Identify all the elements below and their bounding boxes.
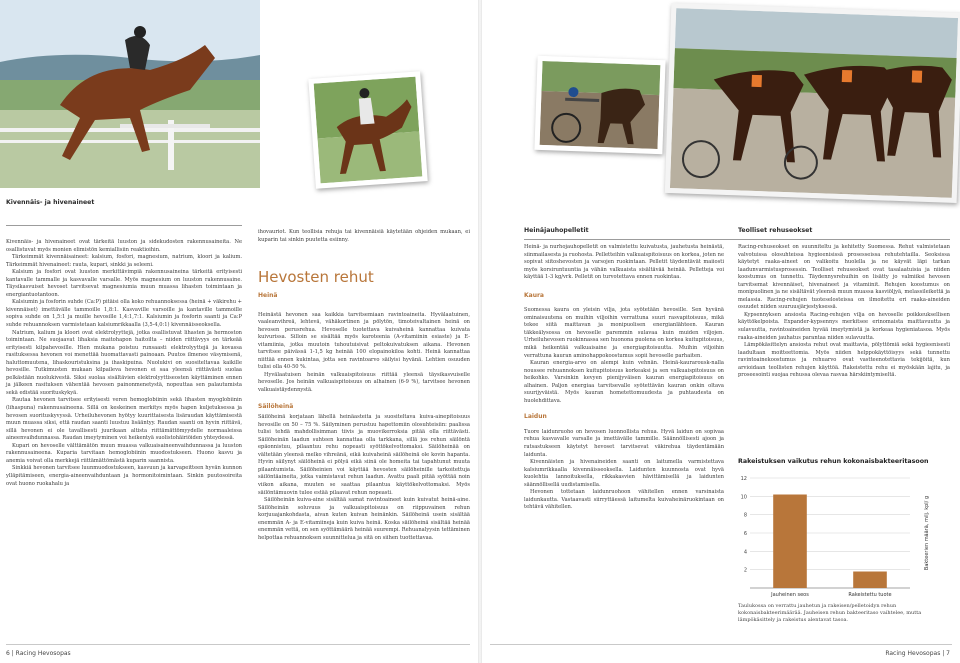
chart-caption: Taulukossa on verrattu jauhetun ja rakeisen/pelletoidyn rehun kokonaisbakteerimäärää. Jauheisen rehun bakteeritaso vaihtelee, mutta lämpökäsittely ja rakeistus alentavat tasoa. <box>738 603 922 624</box>
column-industrial <box>738 244 950 380</box>
hay-pellets-heading: Heinäjauhopelletit <box>524 227 589 234</box>
cart-illustration <box>540 61 661 149</box>
y-tick-label: 12 <box>740 476 747 482</box>
paragraph: Säilöheinän kuiva-aine sisältää samat ravintoaineet kuin kuivatut heinä-aine. Säilöheinän soluvuus ja valkuaispitoisuus on riippuvainen rehun korjuuajankohdasta, aivan kuten kuivan heinänkin. Säilöheinä usein sisältää enemmän A- ja E-vitamiineja kuin kuiva heinä. Koska säilöheinä sisältää heinää enemmän vettä, on sen syöttämäärä heinää suurempi. Rehuanalyysin tettäminen helpottaa rehuannoksen suunnittelua ja sitä on siihen tuottettavaa. <box>258 497 470 541</box>
footer-rule <box>490 644 952 645</box>
photo-harness-race <box>665 3 960 203</box>
column-minerals <box>6 239 242 488</box>
paragraph: Suomessa kaura on yleisin vilja, jota syötetään hevosille. Sen hyvänä ominaisuutena on muihin viljoihin verrattuna suuri rasvapitoisuus, mikä tekee siitä maittavan ja monipuolisen energianlähteen. Kauran täkkeälysossa on hevoselle paremmin sulavaa kuin muiden viljojen. Urheiluhevosen ruokinnassa sen huonona puolena on korkea kuitupitoisuus, mikä heikentää valkuaisaine ja energiapitoisuutta. Muihin viljoihin verrattuna kauran aminohappokoostumus sopii hevoselle parhaiten. <box>524 307 724 359</box>
footer-right: Racing Hevosopas | 7 <box>885 650 950 657</box>
paragraph: Hyvälaatuisen heinän valkuaispitoisuus riittää yleensä täysikasvuiselle hevoselle. Jos heinän valkuaispitoisuus on alhainen (6-9 %), tarvitsee hevonen valkuaistäydennystä. <box>258 371 470 394</box>
bar <box>773 495 807 589</box>
heading-rule <box>6 225 242 226</box>
paragraph: Säilöheinä korjataan lähellä heinäasteita ja suositeltava kuiva-ainepitoisuus hevosille on 50 – 75 %. Säilyminen perustuu hapettomiin olosuhteisiin: paalissa tulisi tehdä mahdollisimman tiivis ja muovikerroksia pitää olla riittävästi. Säilöheinän laadun suhteen kannattaa olla tarkkana, sillä jos rehun säilöntä epäonnistuu, pilaantuu rehu nopeasti syöttökelvottomaksi. Säilöheinää on vältetään yleensä melko vihreänä, eikä kuivaheinä säilöheinä ole kovin hapanta. Hyvin säilynyt säilöheinä ei pölyä eikä siinä ole homeita tai tapahtunut muuta pilaantumista. Säilöheinien voi käyttää hevosten säilöheinille tarkoitettuja säilöntäaineita, jotka vaimistavat rehun laadun. Avattu paali pitää syöttää noin viikon aikana, muuten se saattaa pilaantua käyttökelvottomaksi. Myös säilöntämuovin tulee estää pilaavat rehun nopeasti. <box>258 414 470 496</box>
paragraph: Kivennäisten ja hivenaineiden saanti on laitumella varmistettava kalsiumrikkaalla kivennäisseoksella. Laidunten kuunnosta ovat hyvä kuolehtia lannoituksella, rikkakasvien hävittämisellä ja laidunten säännöllisellä uudistamisella. <box>524 459 724 488</box>
photo-show-jumping <box>0 0 260 188</box>
paragraph: Kalsium ja fosfori ovat luuston merkittävimpiä rakennusaineina tärkeitä erityisesti kantavalle tammalle ja kasvavalle varsalle. Myös magnesium on luuston rakennusaine. Täysikasvuiset hevoset tarvitsevat magnesiumia muun muassa lihasten toimintaan ja energiantuotantoon. <box>6 269 242 298</box>
paragraph: ihovauriot. Kun teollisia rehuja tai kivennäisiä käytetään ohjeiden mukaan, ei kuparin tai sinkin puutetta esiinny. <box>258 229 470 243</box>
paragraph: Heinä- ja nurhojauhopelletit on valmistettu kuivatusta, jauhetusta heinästä, siinmailasesta ja ruohosta. Pelletteihin valkuaispitoisuus on korkea, joten ne sopivat siitoshevosten ja varsojen ruokintaan. Pelletit täydentävät maiiosti myös korsiruntuuntia ja vähän valkuaista sisältävää heinää. Pelletteja voi käyttää 1-3 kg/vrk. Pelletit on turvotettava ennen ruokintaa. <box>524 244 724 281</box>
y-tick-label: 8 <box>743 512 747 519</box>
industrial-feeds-heading: Teolliset rehuseokset <box>738 227 813 234</box>
y-axis-label: Bakteerien määrä, milj. kpl/ g <box>924 495 930 571</box>
chart-title: Rakeistuksen vaikutus rehun kokonaisbakteeritasoon <box>738 458 929 465</box>
paragraph: Kupari on hevoselle välttämätön muun muassa valkuaisaineenvaihdunnassa ja luuston rakennusaineena. Kuparia tarvitaan hemoglobiinin muodostukseen. Huono kasvu ja anemia voivat olla merkkejä riittämättömästä kuparin saannista. <box>6 442 242 464</box>
rider-illustration <box>314 77 423 184</box>
paragraph: Heinästä hevonen saa kaikkia tarvitsemiaan ravintoaineita. Hyvälaatuinen, vaaleanvihreä, lehtevä, vähäkortinen ja pölytön, timoteivaltainen heinä on hevosen perusrehua. Hevoselle tuotettava kuivaheinä kannattaa kuivata kuivurissa. Silloin se sisältää myös karoteenia (A-vitamiinin esiaste) ja E-vitamiinia, jotka muutoin tuhoutuisivat peltokuivatuksen aikana. Hevonen tarvitsee päivässä 1-1,5 kg heinää 100 elopainokiloa kohti. Heinä kannattaa niittää ennen kukintaa, jotta sen ravintoarvo säilyisi hyvänä. Lehtien osuuden tulisi olla 40-50 %. <box>258 311 470 371</box>
photo-rider <box>308 71 427 189</box>
paragraph: Kauran energia-arvo on alempi kuin vehnän. Heinä-kaurarousk-nalla noussee rehuannoksen kuitupitoisuus korkeaksi ja sen valkuaispitoisuus on heikohko. Varsinkin kevyen pienijyväisen kauran energiapitoisuus on alhainen. Paljon energiaa tarvitsevalle syötettävän kauran onkin oltava suurijyväistä. Myös kauran hometettomuudesta ja puhtaudesta on huolehdittava. <box>524 360 724 404</box>
photo-trotting-cart <box>534 56 665 154</box>
paragraph: Hevonen tottetaan laidunruohoon vähitellen ennen varsinaista laidunkautta. Vastaavasti siirryttäessä laitumelta kuivaheinäruokintaan on tehtävä vähitellen. <box>524 489 724 511</box>
paragraph: Tuore laidunruoho on hevosen luonnollista rehua. Hyvä laidun on sopivaa rehua kasvavalle varsalle ja imettävälle tammille. Säännöllisesti ajoon ja ratsastukseen käytetyt hevoset tarvitsevat väkirehua täydentämään laidunta. <box>524 428 724 458</box>
silage-heading: Säilöheinä <box>258 402 294 410</box>
hay-heading: Heinä <box>258 292 278 299</box>
x-tick-label: Rakeistettu tuote <box>848 592 892 598</box>
minerals-heading: Kivennäis- ja hivenaineet <box>6 199 95 206</box>
paragraph: Natrium, kalium ja kloori ovat elektrolyyttejä, jotka osallistuvat lihasten ja hermoston toimintaan. Ne suojaavat lihaksia maitohapon haitoilta – niiden riittävyys on tärkeää erityisesti kilpahevosille. Hien mukana poistuu runsaasti elektrolyyttejä ja kovassa rasituksessa hevonen voi menettää huomattavasti painoaan. Puutos ilmenee väsymisenä, haluttomuutena, lihaskouristuksina ja ihaskipuina. Nuolukivi on suositeltavaa kaikille hevosille. Tutkimusten mukaan kilpaileva hevonen ei saa yleensä riittävästi suolaa pelkästään nuolukivestä. Siksi suolaa sisältävien elektrolyyttiseosten käyttäminen ennen ja jälkeen rasituksen vähentää hevosen painonmenetystä, nopeuttaa sen palautumista sekä edistää suorituskykyä. <box>6 329 242 396</box>
right-page <box>480 0 960 663</box>
show-jumping-illustration <box>0 0 260 188</box>
paragraph: Rautaa hevonen tarvitsee erityisesti veren hemoglobiinin sekä lihasten myoglobiinin (lihaspuna) rakennusaineena. Sillä on keskeinen merkitys myös hapen kuljetuksessa ja hevosen suorituskyvyssä. Urheiluhevonen hyötyy kuurittaisesta lisäraudan käyttämisestä muun muassa siksi, että raudan saanti luustuu lisääntyy. Raudan saanti on hyvin riittävä, sillä hevonen ei ole tavallisesti juurikaan altista riittämättömyydelle normaaleissa aineenvaihdunnassa. Raudan imeytyminen voi heikentyä suolistohäiriöiden yhteydessä. <box>6 397 242 442</box>
oats-heading: Kaura <box>524 291 544 299</box>
column-pellets <box>524 244 724 512</box>
paragraph: Racing-rehuseokset on suunniteltu ja kehitetty Suomessa. Rehut valmistetaan valvotuissa olosuhteissa hygieenisissä prosesseissa rehutehtailla. Seoksissa käytetyt raaka-aineet on valikoitu huolella ja ne käyvät läpi tarkan laadunvarmistusprosessin. Teolliset rehuseokset ovat tasalaatuisia ja niiden koostumus on tunnettu. Täydennysrehuihin on lisätty jo valmiiksi hevosen tarvitsemat kivennäiset, hivenaineet ja vitamiinit. Rehujen koostumus on monipuolinen ja ne sisältävät yleensä muun muassa kasviöljyä, melassileikettä ja melassia. Racing-rehujen tuoteselosteissa on ilmoitettu eri raaka-aineiden osuudet niiden suuruusjärjestyksessä. <box>738 244 950 311</box>
paragraph: Kypsennyksen ansiosta Racing-rehujen vilja on hevoselle poikkeuksellisen käyttökelpoista. Expander-kypsennys merkitsee erinomaista maittavuutta ja sulavuutta, ravintoaineiden hyvää imeytymistä ja korkeaa hygieniatasoa. Myös raaka-aineiden jauhatus parantaa niiden sulavuutta. <box>738 311 950 341</box>
harness-race-illustration <box>670 8 958 198</box>
x-tick-label: Jauheinen seos <box>771 592 809 598</box>
footer-rule <box>6 644 470 645</box>
y-tick-label: 6 <box>743 531 747 537</box>
footer-left: 6 | Racing Hevosopas <box>6 650 71 657</box>
paragraph: Tärkeimmät kivennäisaineet: kalsium, fosfori, magnesium, natrium, kloori ja kalium. Tärkeimmät hivenaineet: rauta, kupari, sinkki ja seleeni. <box>6 254 242 268</box>
heading-rule <box>524 239 950 240</box>
y-tick-label: 4 <box>743 549 747 556</box>
y-tick-label: 10 <box>740 494 747 501</box>
paragraph: Kivennäis- ja hivenaineet ovat tärkeitä luuston ja sidekudosten rakennusaineita. Ne osallistuvat myös monien elimistön kemiallisiin reaktioihin. <box>6 239 242 253</box>
paragraph: Kalsiumin ja fosforin suhde (Ca:P) pitäisi olla koko rehuannoksessa (heinä + väkirehu + kivennäiset) imettävälle tammoille 1,8:1. Kasvaville varsoille ja kantaville tammoille sopiva suhde on 1,5:1 ja muille hevosille 1,4:1,7:1. Kalsiumin ja fosforin saanti ja Ca:P suhde rehuannoksen varmistetaan kalsiumrikkaalla (3,5-4,0:1) kivennäisseoksella. <box>6 299 242 329</box>
paragraph: Lämpökäsittelyn ansiosta rehut ovat maittavia, pölyttömiä sekä hygieenisesti laadultaan moitteettomia. Myös niiden helppokäyttöisyys sekä tunnettu ravintoainekoostumus ja rehuarvo ovat vastteenotettavia tekijöitä, kun arvioidaan teollisten rehujen käyttöä. Rakeistettu rehu ei myöskään lajitu, ja proseesointi suojaa rehussa olevaa rasvaa härskiintymiseltä. <box>738 342 950 379</box>
column-feeds <box>258 229 470 244</box>
paragraph: Sinkkiä hevonen tarvitsee luunmuodostukseen, kasvuun ja karvapeitteen hyvän kunnon ylläpitämiseen, energia-aineenvaihduntaan ja hormonitoimintaan. Sinkin puutosoireita ovat huono ruokahalu ja <box>6 465 242 487</box>
bacteria-bar-chart <box>736 470 950 600</box>
pasture-heading: Laidun <box>524 413 547 421</box>
column-hay <box>258 292 470 542</box>
y-tick-label: 2 <box>743 567 747 574</box>
bar <box>853 572 887 589</box>
page-title: Hevosten rehut <box>258 268 374 286</box>
